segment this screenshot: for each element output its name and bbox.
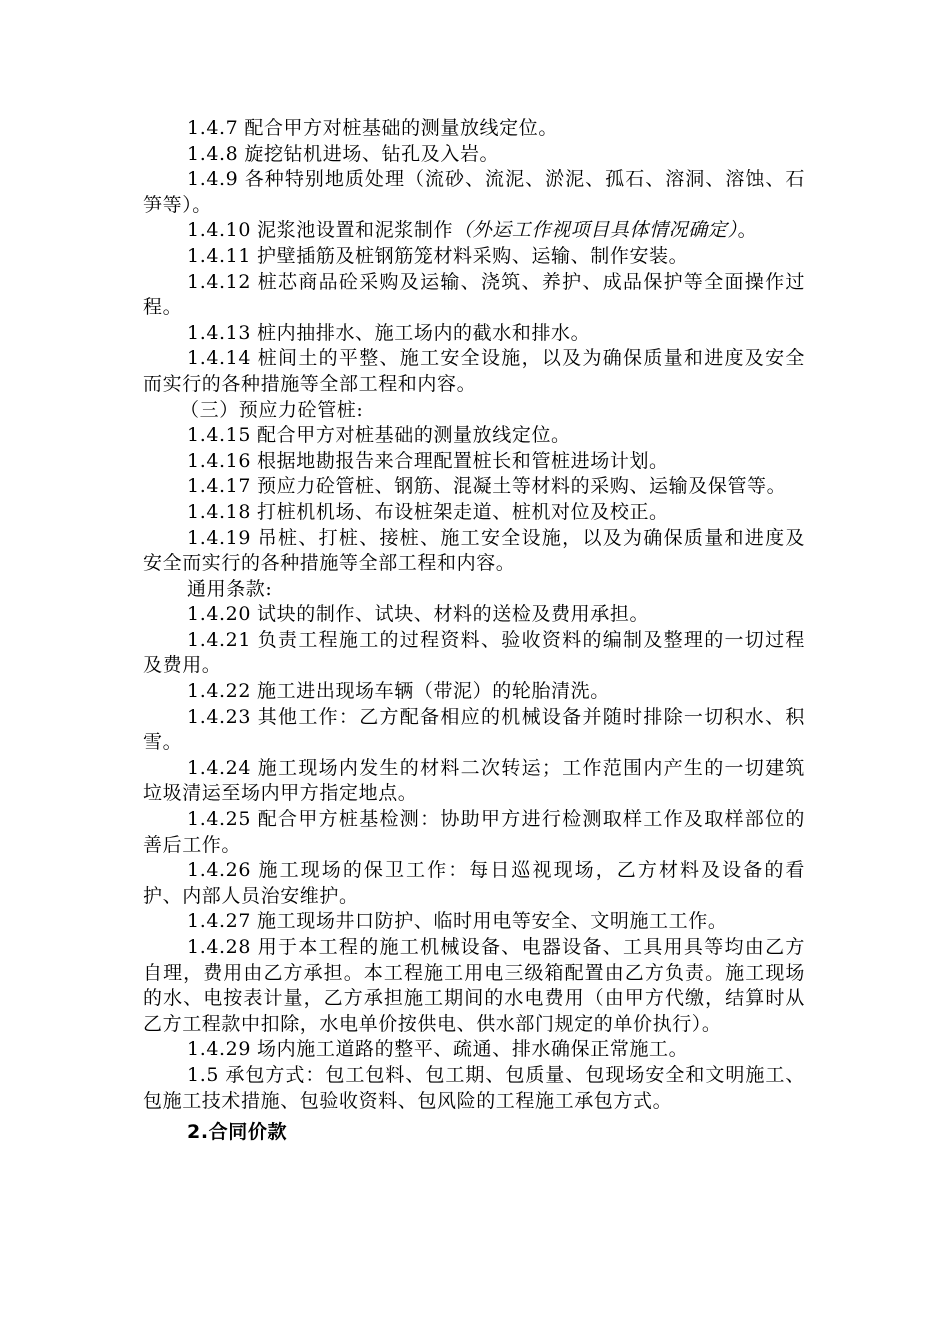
clause-1-4-10 (143, 218, 805, 244)
clause-tail: 。 (737, 219, 758, 242)
clause-text: 施工进出现场车辆（带泥）的轮胎清洗。 (257, 680, 610, 703)
clause-1-5 (143, 1063, 805, 1114)
clause-number: 1.4.8 (187, 142, 239, 165)
clause-text: 桩内抽排水、施工场内的截水和排水。 (257, 321, 591, 344)
clause-1-4-20 (143, 602, 805, 628)
clause-text: 施工现场井口防护、临时用电等安全、文明施工工作。 (257, 910, 728, 933)
clause-number: 1.4.17 (187, 475, 252, 498)
clause-number: 1.4.26 (187, 859, 252, 882)
clause-number: 1.4.9 (187, 168, 239, 191)
clause-number: 1.4.13 (187, 321, 252, 344)
clause-number: 1.4.28 (187, 936, 252, 958)
clause-number: 1.4.24 (187, 756, 252, 779)
clause-text: 用于本工程的施工机械设备、电器设备、工具用具等均由乙方自理，费用由乙方承担。本工程施工用电三级箱配置由乙方负责。施工现场的水、电按表计量，乙方承担施工期间的水电费用（由甲方代缴，结算时从乙方工程款中扣除，水电单价按供电、供水部门规定的单价执行）。 (143, 936, 805, 1035)
clause-1-4-9 (143, 167, 805, 218)
clause-text: 场内施工道路的整平、疏通、排水确保正常施工。 (257, 1038, 689, 1061)
clause-number: 1.4.12 (187, 270, 252, 293)
clause-number: 1.4.15 (187, 424, 252, 447)
clause-1-4-23 (143, 705, 805, 756)
clause-1-4-7 (143, 116, 805, 142)
clause-number: 1.4.20 (187, 603, 252, 626)
clause-1-4-21 (143, 628, 805, 679)
clause-text: 试块的制作、试块、材料的送检及费用承担。 (257, 603, 650, 626)
clause-number: 1.4.16 (187, 449, 252, 472)
clause-1-4-14 (143, 346, 805, 397)
clause-1-4-13 (143, 321, 805, 347)
clause-1-4-16 (143, 449, 805, 475)
clause-text: 桩芯商品砼采购及运输、浇筑、养护、成品保护等全面操作过程。 (143, 270, 805, 319)
clause-text: 桩间土的平整、施工安全设施，以及为确保质量和进度及安全而实行的各种措施等全部工程和内容。 (143, 347, 805, 395)
clause-number: 1.4.7 (187, 117, 239, 139)
clause-1-4-27 (143, 909, 805, 935)
clause-number: 1.4.10 (187, 219, 252, 242)
clause-1-4-28 (143, 935, 805, 1037)
clause-number: 1.4.29 (187, 1038, 252, 1061)
clause-text: 负责工程施工的过程资料、验收资料的编制及整理的一切过程及费用。 (143, 628, 805, 677)
clause-text: 配合甲方对桩基础的测量放线定位。 (244, 117, 558, 139)
clause-text: 旋挖钻机进场、钻孔及入岩。 (244, 142, 500, 165)
clause-1-4-26 (143, 858, 805, 909)
clause-1-4-19 (143, 526, 805, 577)
clause-1-4-8 (143, 142, 805, 168)
clause-1-4-24 (143, 756, 805, 807)
clause-text: 吊桩、打桩、接桩、施工安全设施，以及为确保质量和进度及安全而实行的各种措施等全部工程和内容。 (143, 526, 805, 575)
heading-contract-price: 2.合同价款 (187, 1121, 288, 1144)
clause-1-4-11 (143, 244, 805, 270)
clause-1-4-25 (143, 807, 805, 858)
clause-text: 承包方式：包工包料、包工期、包质量、包现场安全和文明施工、包施工技术措施、包验收资料、包风险的工程施工承包方式。 (143, 1063, 805, 1112)
clause-1-4-15 (143, 423, 805, 449)
clause-text: 配合甲方对桩基础的测量放线定位。 (257, 424, 571, 447)
clause-text: 打桩机机场、布设桩架走道、桩机对位及校正。 (257, 500, 669, 523)
section-general-terms: 通用条款: (187, 577, 273, 600)
clause-number: 1.4.25 (187, 808, 252, 831)
clause-text: 配合甲方桩基检测：协助甲方进行检测取样工作及取样部位的善后工作。 (143, 808, 805, 856)
clause-number: 1.4.11 (187, 244, 252, 267)
clause-text: 各种特别地质处理（流砂、流泥、淤泥、孤石、溶洞、溶蚀、石笋等）。 (143, 168, 805, 216)
clause-text: 护壁插筋及桩钢筋笼材料采购、运输、制作安装。 (257, 244, 689, 267)
clause-note: （外运工作视项目具体情况确定） (453, 219, 738, 242)
clause-number: 1.5 (187, 1063, 220, 1086)
clause-1-4-17 (143, 474, 805, 500)
clause-number: 1.4.23 (187, 705, 252, 728)
clause-number: 1.4.14 (187, 347, 252, 370)
clause-text: 施工现场内发生的材料二次转运；工作范围内产生的一切建筑垃圾清运至场内甲方指定地点。 (143, 756, 805, 805)
clause-number: 1.4.27 (187, 910, 252, 933)
clause-number: 1.4.22 (187, 680, 252, 703)
clause-text: 其他工作：乙方配备相应的机械设备并随时排除一切积水、积雪。 (143, 705, 805, 754)
clause-text: 根据地勘报告来合理配置桩长和管桩进场计划。 (257, 449, 669, 472)
clause-1-4-18 (143, 500, 805, 526)
clause-1-4-22 (143, 679, 805, 705)
clause-text: 施工现场的保卫工作：每日巡视现场，乙方材料及设备的看护、内部人员治安维护。 (143, 859, 805, 907)
section-prestressed-pipe-pile: （三）预应力砼管桩: (180, 398, 364, 421)
clause-text: 预应力砼管桩、钢筋、混凝土等材料的采购、运输及保管等。 (257, 475, 787, 498)
clause-number: 1.4.18 (187, 500, 252, 523)
clause-number: 1.4.21 (187, 628, 252, 651)
clause-1-4-29 (143, 1037, 805, 1063)
clause-text: 泥浆池设置和泥浆制作 (257, 219, 454, 242)
clause-1-4-12 (143, 270, 805, 321)
document-body (143, 116, 805, 1146)
clause-number: 1.4.19 (187, 526, 252, 549)
